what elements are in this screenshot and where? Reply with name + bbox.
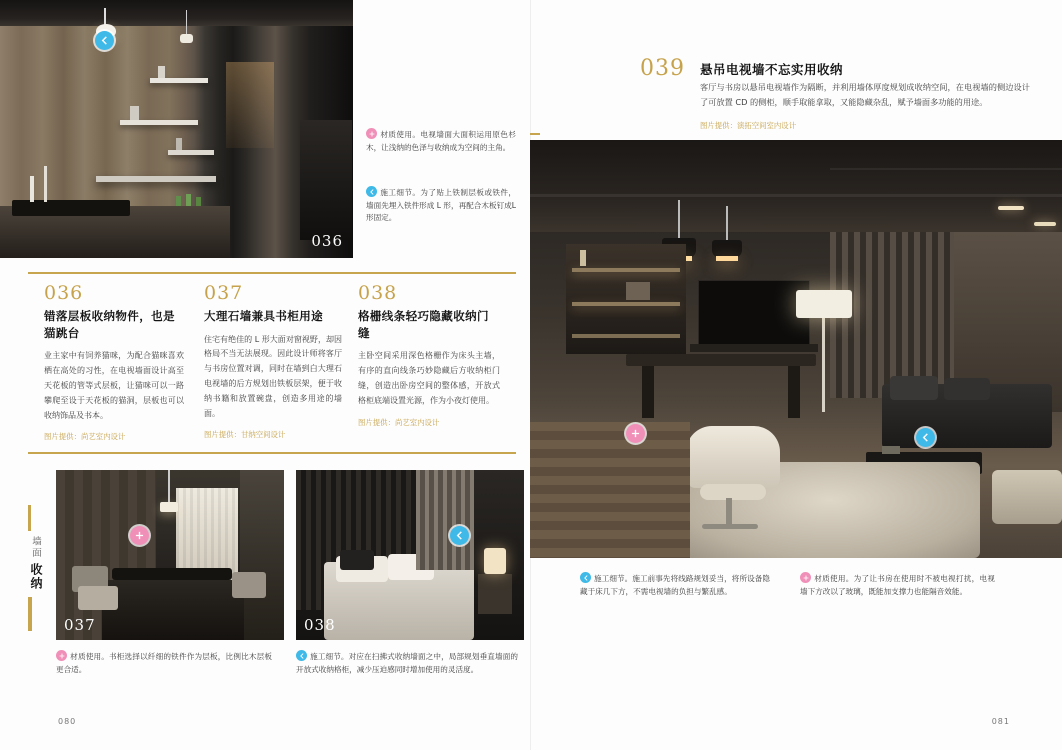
divider-top <box>28 272 516 274</box>
left-bottom-photo-038 <box>296 470 524 640</box>
blue-marker-icon <box>296 650 307 661</box>
side-tab-line2: 收纳 <box>29 563 43 591</box>
side-tab-line1: 墙面 <box>30 536 41 559</box>
right-article-body: 客厅与书房以悬吊电视墙作为隔断，并利用墙体厚度规划成收纳空间，在电视墙的侧边设计了可放置 CD 的侧柜，顺手取能拿取，又能隐藏杂乱，赋予墙面多功能的用途。 <box>700 82 1030 108</box>
article-038-credit: 图片提供：尚艺室内设计 <box>358 417 440 427</box>
left-bottom-note-0: 材质使用。书柜选择以纤细的铁件作为层板，比例比木层板更合适。 <box>56 652 272 674</box>
article-036-credit: 图片提供：尚艺室内设计 <box>44 432 126 442</box>
photo-037-caption-number: 037 <box>64 616 96 634</box>
right-note-1: 材质使用。为了让书房在使用时不被电视打扰，电视墙下方改以了玻璃，既能加支撑力也能隔音效能。 <box>800 574 995 596</box>
left-hero-photo <box>0 0 353 258</box>
left-bottom-note-1: 施工细节。对应在扫拂式收纳墙面之中，局部规划垂直墙面的开放式收纳格柜，减少压迫感同时增加使用的灵活度。 <box>296 652 518 674</box>
right-hero-photo <box>530 140 1062 558</box>
article-036 <box>44 282 184 444</box>
photo-marker-blue-right <box>916 428 935 447</box>
article-038-number: 038 <box>358 282 398 304</box>
chapter-side-tab <box>28 505 50 631</box>
article-037 <box>204 282 342 442</box>
right-article-credit: 图片提供：演拓空间室内设计 <box>700 121 797 130</box>
article-037-number: 037 <box>204 282 244 304</box>
left-note-1: 施工细节。为了贴上铁制层板或铁件，墙面先埋入铁件形成 L 形，再配合木板钉成L形固定。 <box>366 188 516 223</box>
article-037-body: 住宅有绝佳的 L 形大面对窗视野，却因格局不当无法展现。因此设计师将客厅与书房位置对调，同时在墙到白大理石电视墙的后方规划出铁板层架，便于收纳书籍和放置碗盘，创造多用途的墙面。 <box>204 334 342 418</box>
right-note-0: 施工细节。施工前事先将线路规划妥当，将所设备隐藏于床几下方，不需电视墙的负担与繁乱感。 <box>580 574 770 596</box>
article-036-body: 业主家中有饲养猫咪，为配合猫咪喜欢栖在高处的习性，在电视墙面设计高至天花板的管等式层板，让猫咪可以一路攀爬至设于天花板的猫洞，层板也可以收纳饰品及书本。 <box>44 351 184 420</box>
photo-marker-pink-037 <box>130 526 149 545</box>
photo-038-caption-number: 038 <box>304 616 336 634</box>
pink-marker-icon <box>800 572 811 583</box>
photo-marker-blue-038 <box>450 526 469 545</box>
side-tab-bar-top <box>28 505 31 531</box>
article-036-number: 036 <box>44 282 84 304</box>
article-038-title: 格栅线条轻巧隐藏收纳门缝 <box>358 309 489 340</box>
left-bottom-photo-037 <box>56 470 284 640</box>
side-tab-bar-bottom <box>28 597 32 631</box>
article-037-title: 大理石墙兼具书柜用途 <box>204 309 323 323</box>
divider-bottom <box>28 452 516 454</box>
left-hero-caption-number: 036 <box>311 232 343 250</box>
blue-marker-icon <box>366 186 377 197</box>
article-038-body: 主卧空间采用深色格栅作为床头主墙，有序的直向线条巧妙隐藏后方收纳柜门缝，创造出卧房空间的整体感，开放式格柜底端设置光源，作为小夜灯使用。 <box>358 351 500 405</box>
article-037-credit: 图片提供：甘纳空间设计 <box>204 430 286 440</box>
right-divider <box>530 133 540 135</box>
right-article-number: 039 <box>640 56 685 81</box>
right-article-title: 悬吊电视墙不忘实用收纳 <box>700 62 844 77</box>
pink-marker-icon <box>366 128 377 139</box>
blue-marker-icon <box>580 572 591 583</box>
photo-marker-blue <box>95 31 114 50</box>
photo-marker-pink-right <box>626 424 645 443</box>
left-note-0: 材质使用。电视墙面大面积运用原色杉木，让浅纳的色泽与收纳成为空间的主角。 <box>366 130 516 152</box>
pink-marker-icon <box>56 650 67 661</box>
folio-left: 080 <box>58 717 77 726</box>
folio-right: 081 <box>991 717 1010 726</box>
article-036-title: 错落层板收纳物件，也是猫跳台 <box>44 309 175 340</box>
article-038 <box>358 282 500 429</box>
